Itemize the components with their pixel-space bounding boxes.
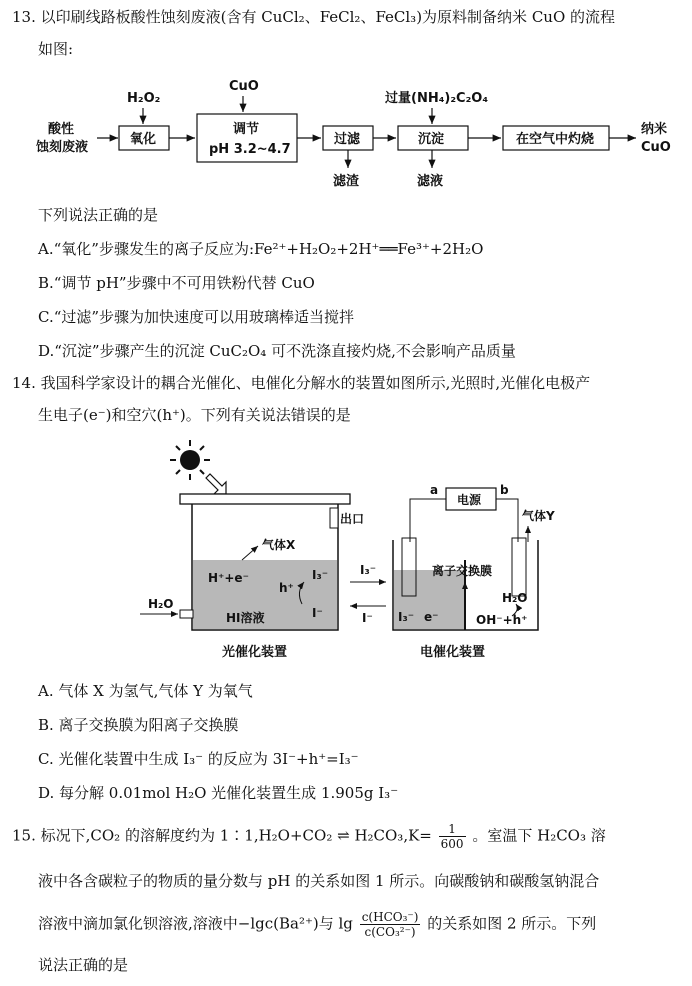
q15-ratio-numerator: c(HCO₃⁻): [361, 910, 419, 924]
q14-number: 14.: [12, 374, 36, 392]
q13-question: 下列说法正确的是: [38, 206, 159, 224]
label-b: b: [500, 483, 509, 497]
q14-option-c: C. 光催化装置中生成 I₃⁻ 的反应为 3I⁻+h⁺=I₃⁻: [38, 750, 359, 768]
q15-line4: 说法正确的是: [38, 956, 129, 974]
flow-end-line1: 纳米: [641, 122, 668, 137]
q15-k-denominator: 600: [440, 837, 464, 851]
label-i3-left: I₃⁻: [312, 568, 329, 582]
q13-option-b: B.“调节 pH”步骤中不可用铁粉代替 CuO: [38, 274, 315, 292]
flow-end-line2: CuO: [641, 140, 671, 155]
q15-number: 15.: [12, 826, 36, 845]
outlet-tube: [330, 508, 338, 528]
caption-electrocatalysis: 电催化装置: [420, 645, 486, 660]
q15-line1-part2: 。室温下 H₂CO₃ 溶: [472, 826, 606, 845]
q15-ratio-denominator: c(CO₃²⁻): [364, 925, 416, 939]
label-membrane: 离子交换膜: [432, 564, 493, 578]
q15-line2: 液中各含碳粒子的物质的量分数与 pH 的关系如图 1 所示。向碳酸钠和碳酸氢钠混合: [38, 872, 600, 890]
q15-line1: [12, 822, 606, 851]
q15-line3-part2: 的关系如图 2 所示。下列: [427, 914, 597, 933]
arrow-gas-x: [242, 546, 258, 560]
q15-k-numerator: 1: [439, 822, 466, 837]
q13-stem-text: 以印刷线路板酸性蚀刻废液(含有 CuCl₂、FeCl₂、FeCl₃)为原料制备纳米 CuO 的流程: [40, 8, 616, 26]
q15-ratio-fraction: [360, 910, 421, 939]
q14-option-a: A. 气体 X 为氢气,气体 Y 为氧气: [38, 682, 253, 700]
wire-a: [410, 499, 446, 542]
label-h-plus: h⁺: [279, 581, 294, 595]
flow-box-precip-label: 沉淀: [418, 132, 445, 147]
q13-option-c: C.“过滤”步骤为加快速度可以用玻璃棒适当搅拌: [38, 308, 355, 326]
flow-box-oxidize-label: 氧化: [130, 132, 157, 147]
label-gas-y: 气体Y: [522, 509, 555, 523]
flow-box-filter-label: 过滤: [334, 132, 361, 147]
flow-start-line1: 酸性: [48, 122, 75, 137]
q13-option-d: D.“沉淀”步骤产生的沉淀 CuC₂O₄ 可不洗涤直接灼烧,不会影响产品质量: [38, 342, 516, 360]
q14-stem-line2: 生电子(e⁻)和空穴(h⁺)。下列有关说法错误的是: [38, 406, 351, 424]
q14-option-d: D. 每分解 0.01mol H₂O 光催化装置生成 1.905g I₃⁻: [38, 784, 399, 802]
q15-k-fraction: [439, 822, 466, 851]
label-h-e: H⁺+e⁻: [208, 571, 249, 585]
flow-start-line2: 蚀刻废液: [36, 140, 89, 155]
label-arrow-i3: I₃⁻: [360, 563, 377, 577]
flow-reagent-h2o2: H₂O₂: [127, 91, 161, 106]
caption-photocatalysis: 光催化装置: [222, 645, 288, 660]
electrode-right: [512, 538, 526, 596]
q14-option-b: B. 离子交换膜为阳离子交换膜: [38, 716, 239, 734]
q14-stem-line1: [12, 372, 590, 394]
flow-box-calcine-label: 在空气中灼烧: [516, 132, 595, 147]
label-e-right: e⁻: [424, 610, 439, 624]
q14-stem-text: 我国科学家设计的耦合光催化、电催化分解水的装置如图所示,光照时,光催化电极产: [40, 374, 591, 392]
label-i-left: I⁻: [312, 606, 323, 620]
flow-box-adjust-line2: pH 3.2~4.7: [209, 142, 291, 157]
label-a: a: [430, 483, 439, 497]
label-oh-h: OH⁻+h⁺: [476, 613, 528, 627]
label-water-in: H₂O: [148, 597, 174, 611]
q14-apparatus-figure: [0, 432, 692, 672]
q15-line3-part1: 溶液中滴加氯化钡溶液,溶液中−lgc(Ba²⁺)与 lg: [38, 914, 353, 933]
flow-reagent-oxalate: 过量(NH₄)₂C₂O₄: [385, 91, 489, 106]
flow-out-residue: 滤渣: [333, 174, 360, 189]
q13-number: 13.: [12, 8, 36, 26]
q15-line3: [38, 910, 596, 939]
label-outlet: 出口: [340, 512, 365, 526]
flow-box-adjust-line1: 调节: [233, 122, 260, 137]
inlet-tube: [180, 610, 193, 618]
light-arrow: [206, 474, 226, 494]
wire-b: [496, 499, 518, 542]
q13-stem-line1: [12, 6, 615, 28]
label-hi-solution: HI溶液: [226, 611, 265, 625]
flow-out-filtrate: 滤液: [417, 174, 444, 189]
q13-stem-line2: 如图:: [38, 40, 74, 58]
sun-icon: [170, 440, 210, 480]
label-water-right: H₂O: [502, 591, 528, 605]
photocatalysis-lid: [180, 494, 350, 504]
q15-line1-part1: 标况下,CO₂ 的溶解度约为 1∶1,H₂O+CO₂ ⇌ H₂CO₃,K=: [40, 826, 432, 845]
flow-reagent-cuo: CuO: [229, 79, 259, 94]
q13-flowchart: [0, 72, 692, 202]
q13-option-a: A.“氧化”步骤发生的离子反应为:Fe²⁺+H₂O₂+2H⁺══Fe³⁺+2H₂O: [38, 240, 484, 258]
label-i3-right: I₃⁻: [398, 610, 415, 624]
label-gas-x: 气体X: [262, 538, 296, 552]
label-arrow-i: I⁻: [362, 611, 373, 625]
label-power: 电源: [457, 493, 482, 507]
